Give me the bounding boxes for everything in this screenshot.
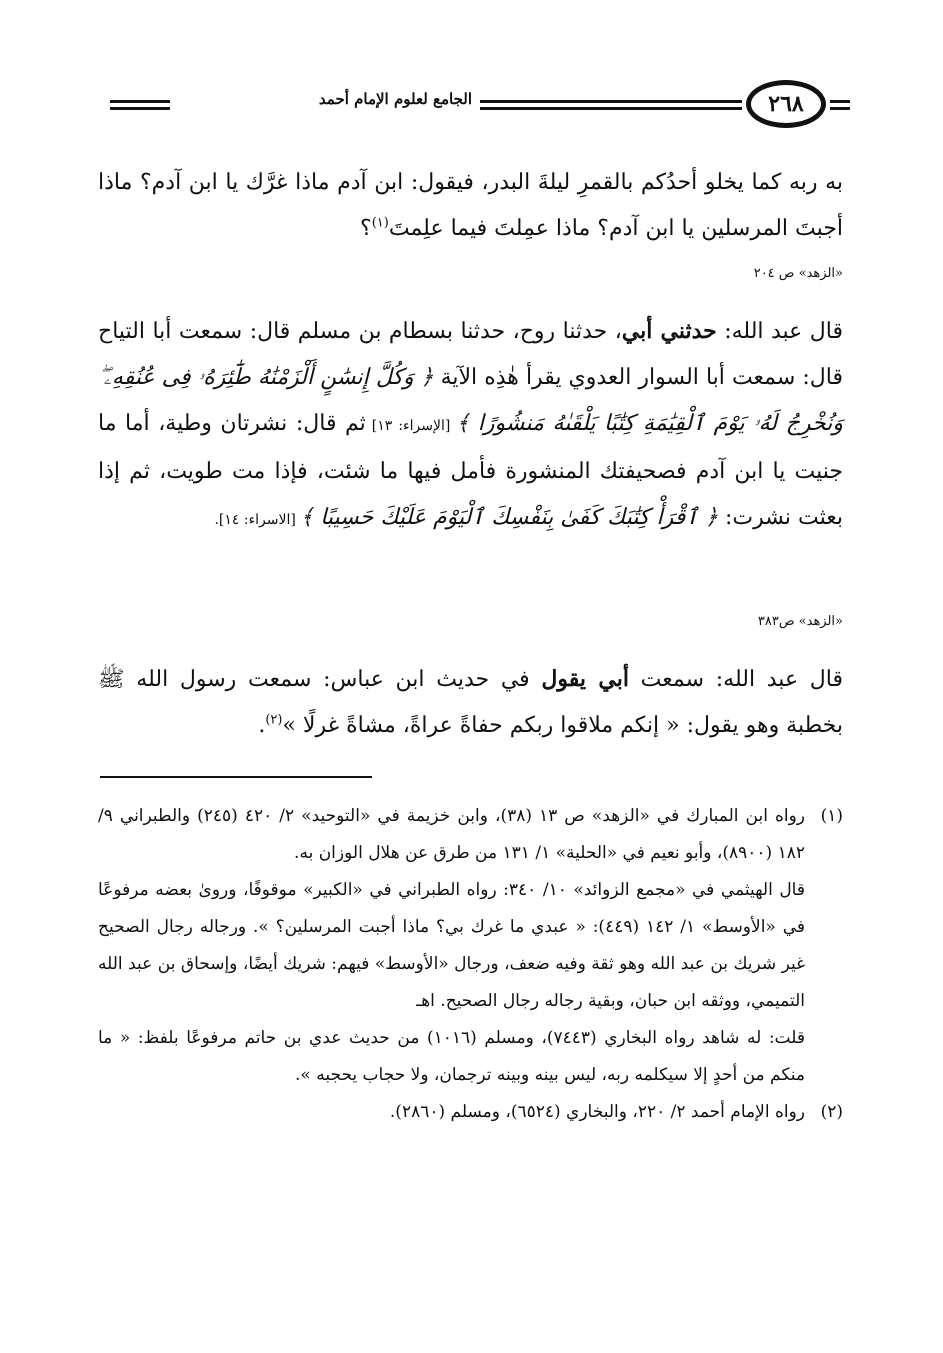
footnote-paragraph: قلت: له شاهد رواه البخاري (٧٤٤٣)، ومسلم (١٠١٦) من حديث عدي بن حاتم مرفوعًا بلفظ: « ما منكم من أحدٍ إلا سيكلمه ربه، ليس بينه وبينه ترجمان، ولا حجاب يحجبه ». (98, 1028, 806, 1085)
footnote-paragraph: رواه الإمام أحمد ٢/ ٢٢٠، والبخاري (٦٥٢٤)، ومسلم (٢٨٦٠). (389, 1102, 805, 1122)
passage-1 (98, 160, 843, 252)
punctuation: ؟ (360, 216, 372, 241)
header-rule (110, 107, 170, 110)
footnote-number: (١) (820, 806, 843, 826)
header-rule (830, 107, 850, 110)
punctuation: . (258, 713, 266, 738)
footnote-separator (100, 776, 372, 778)
verse-reference: [الاسراء: ١٤]. (214, 512, 301, 528)
passage-lead: قال عبد الله: سمعت (628, 667, 843, 692)
passage-3 (98, 656, 843, 749)
running-title: الجامع لعلوم الإمام أحمد (318, 90, 472, 108)
narrator-bold: أبي يقول (541, 666, 629, 692)
header-rule (480, 100, 742, 103)
footnote-2 (98, 1094, 843, 1131)
verse-reference: [الإسراء: ١٣] (365, 418, 457, 434)
footnote-ref[interactable]: (١) (371, 215, 389, 231)
passage-lead: قال عبد الله: (716, 319, 843, 344)
page-number: ٢٦٨ (768, 91, 804, 117)
page-number-badge (746, 80, 826, 128)
header-rule (830, 100, 850, 103)
page-header (110, 80, 850, 130)
narrator-bold: حدثني أبي (621, 318, 717, 344)
footnote-number: (٢) (820, 1102, 843, 1122)
header-rule (110, 100, 170, 103)
passage-2 (98, 308, 843, 543)
passage-text: به ربه كما يخلو أحدُكم بالقمرِ ليلةَ البدر، فيقول: ابن آدم ماذا غرَّك يا ابن آدم؟ ماذا أجبتَ المرسلين يا ابن آدم؟ ماذا عمِلتَ فيما علِمتَ (98, 170, 843, 241)
quran-verse: ﴿ ٱقْرَأْ كِتَٰبَكَ كَفَىٰ بِنَفْسِكَ ٱلْيَوْمَ عَلَيْكَ حَسِيبًا ﴾ (300, 505, 719, 530)
passage-text: ، حدثنا روح، حدثنا بسطام بن مسلم قال: سمعت أبا التياح قال: سمعت أبا السوار العدوي يقرأ هٰذِه الآية (98, 319, 843, 390)
footnote-paragraph: قال الهيثمي في «مجمع الزوائد» ١٠/ ٣٤٠: رواه الطبراني في «الكبير» موقوفًا، وروىٰ بعضه مرفوعًا في «الأوسط» ١/ ١٤٢ (٤٤٩): « عبدي ما غرك بي؟ ماذا أجبت المرسلين؟ ». ورجاله رجال الصحيح غير شريك بن عبد الله وهو ثقة وفيه ضعف، ورجال «الأوسط» فيهم: شريك أيضًا، وإسحاق بن عبد الله التميمي، ووثقه ابن حبان، وبقية رجاله رجال الصحيح. اهـ (98, 880, 805, 1011)
source-citation: «الزهد» ص ٢٠٤ (753, 266, 843, 281)
quran-verse: ﴿ وَكُلَّ إِنسَٰنٍ أَلْزَمْنَٰهُ طَٰٓئِرَهُۥ فِى عُنُقِهِۦ ۖ وَنُخْرِجُ لَهُۥ يَوْمَ ٱلْقِيَٰمَةِ كِتَٰبًا يَلْقَىٰهُ مَنشُورًا ﴾ (98, 365, 843, 436)
passage-text: ثم قال: نشرتان وطية، أما ما جنيت يا ابن آدم فصحيفتك المنشورة فأمل فيها ما شئت، فإذا مت طويت، ثم إذا بعثت نشرت: (98, 411, 843, 530)
footnotes (98, 798, 843, 1131)
footnote-ref[interactable]: (٢) (265, 712, 283, 728)
source-citation: «الزهد» ص٣٨٣ (757, 614, 843, 629)
footnote-1 (98, 798, 843, 1094)
header-rule (480, 107, 742, 110)
footnote-paragraph: رواه ابن المبارك في «الزهد» ص ١٣ (٣٨)، وابن خزيمة في «التوحيد» ٢/ ٤٢٠ (٢٤٥) والطبراني ٩/ ١٨٢ (٨٩٠٠)، وأبو نعيم في «الحلية» ١/ ١٣١ من طرق عن هلال الوزان به. (98, 806, 805, 863)
passage-text: في حديث ابن عباس: سمعت رسول الله ﷺ بخطبة وهو يقول: « إنكم ملاقوا ربكم حفاةً عراةً، مشاةً غرلًا » (98, 667, 843, 738)
